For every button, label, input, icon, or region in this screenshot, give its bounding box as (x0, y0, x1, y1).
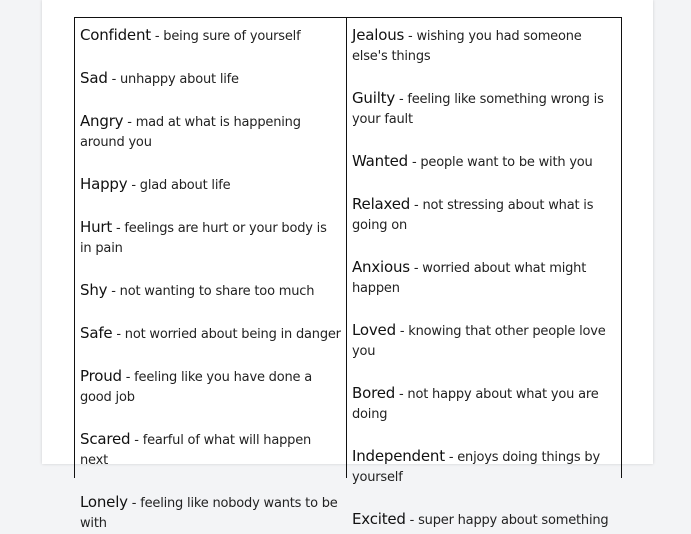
feeling-word: Proud (80, 367, 122, 385)
feeling-word: Confident (80, 26, 151, 44)
feeling-entry (80, 323, 342, 345)
feeling-definition: - not wanting to share too much (107, 284, 315, 299)
feeling-definition: - unhappy about life (107, 72, 239, 87)
feeling-word: Happy (80, 175, 128, 193)
feeling-definition: - wishing you had someone else's things (352, 29, 582, 64)
feeling-definition: - feeling like something wrong is your fault (352, 92, 604, 127)
feeling-word: Scared (80, 430, 131, 448)
feeling-entry (352, 194, 615, 236)
feeling-definition: - glad about life (127, 178, 231, 193)
feeling-entry (80, 25, 342, 47)
feeling-definition: - feeling like nobody wants to be with (80, 496, 338, 531)
feeling-definition: - mad at what is happening around you (80, 115, 301, 150)
feeling-word: Lonely (80, 493, 128, 511)
feeling-entry (80, 366, 342, 408)
feeling-entry (80, 111, 342, 153)
feeling-word: Anxious (352, 258, 410, 276)
feeling-entry (352, 446, 615, 488)
feeling-definition: - enjoys doing things by yourself (352, 450, 600, 485)
feeling-definition: - fearful of what will happen next (80, 433, 312, 468)
feeling-word: Shy (80, 281, 108, 299)
feeling-word: Jealous (352, 26, 405, 44)
feelings-table (74, 17, 622, 531)
feeling-word: Safe (80, 324, 113, 342)
feeling-definition: - not happy about what you are doing (352, 387, 599, 422)
feeling-entry (80, 68, 342, 90)
feeling-entry (352, 509, 615, 531)
feeling-definition: - people want to be with you (408, 155, 593, 170)
feeling-word: Angry (80, 112, 124, 130)
feeling-entry (352, 151, 615, 173)
feeling-word: Wanted (352, 152, 409, 170)
feeling-entry (80, 492, 342, 534)
feeling-word: Excited (352, 510, 406, 528)
right-column (347, 18, 619, 528)
feeling-definition: - being sure of yourself (150, 29, 301, 44)
feeling-entry (352, 257, 615, 299)
feeling-word: Relaxed (352, 195, 411, 213)
feeling-word: Bored (352, 384, 396, 402)
feeling-entry (352, 25, 615, 67)
feeling-definition: - worried about what might happen (352, 261, 587, 296)
feeling-word: Hurt (80, 218, 113, 236)
feeling-definition: - feelings are hurt or your body is in pain (80, 221, 327, 256)
feeling-word: Sad (80, 69, 108, 87)
feeling-word: Guilty (352, 89, 396, 107)
feeling-entry (352, 320, 615, 362)
feeling-entry (352, 88, 615, 130)
feeling-word: Loved (352, 321, 396, 339)
feeling-definition: - knowing that other people love you (352, 324, 606, 359)
left-column (75, 18, 347, 531)
feeling-entry (80, 429, 342, 471)
feeling-definition: - feeling like you have done a good job (80, 370, 313, 405)
document-page (42, 0, 653, 531)
feeling-entry (80, 280, 342, 302)
feeling-definition: - not worried about being in danger (112, 327, 341, 342)
feeling-word: Independent (352, 447, 445, 465)
feeling-entry (352, 383, 615, 425)
feeling-entry (80, 174, 342, 196)
feeling-definition: - not stressing about what is going on (352, 198, 594, 233)
feeling-definition: - super happy about something (405, 513, 609, 528)
feeling-entry (80, 217, 342, 259)
